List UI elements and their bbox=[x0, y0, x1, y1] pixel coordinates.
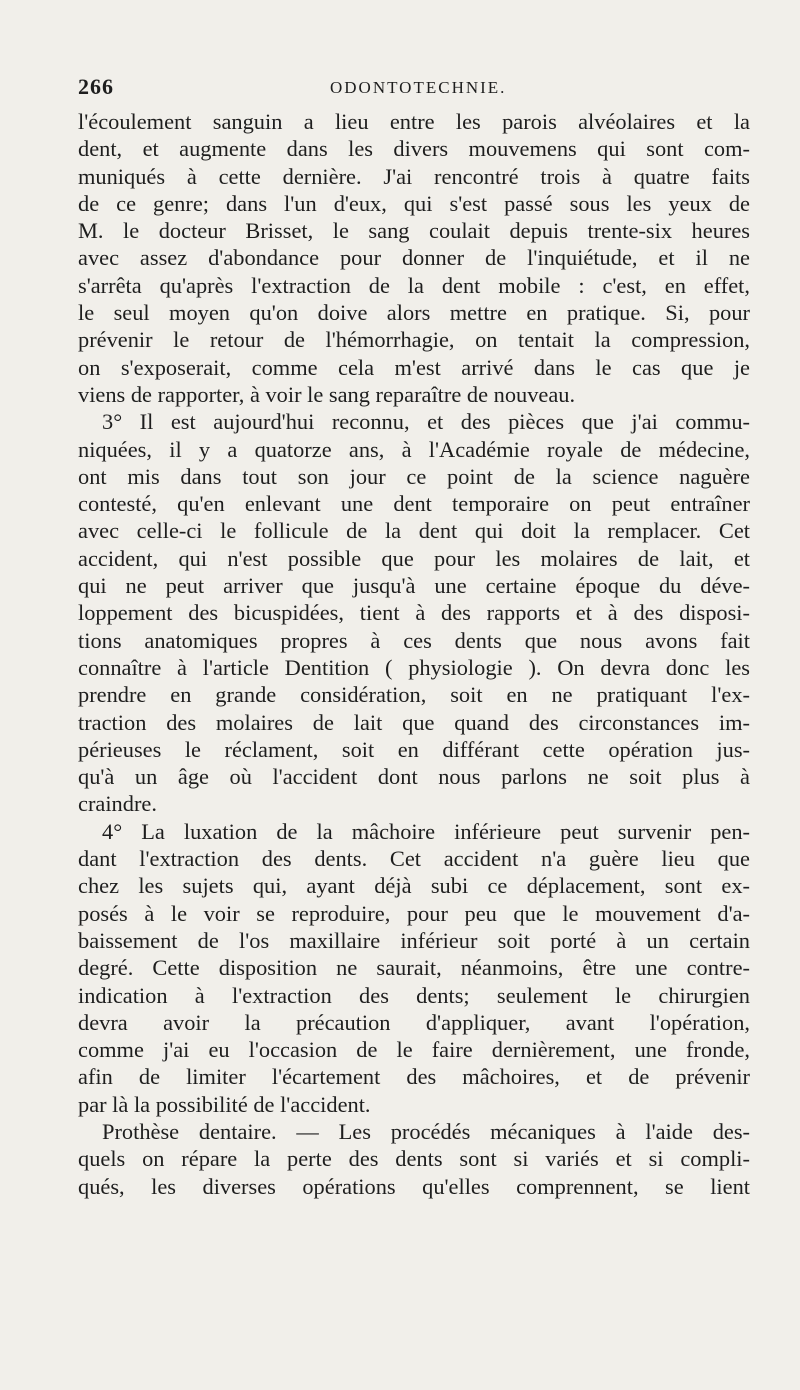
text-line: baissement de l'os maxillaire inférieur soit porté à un certain bbox=[78, 927, 750, 953]
running-title: ODONTOTECHNIE. bbox=[330, 78, 507, 97]
text-line: connaître à l'article Dentition ( physiologie ). On devra donc les bbox=[78, 654, 750, 680]
text-line: tions anatomiques propres à ces dents que nous avons fait bbox=[78, 627, 750, 653]
text-line: chez les sujets qui, ayant déjà subi ce déplacement, sont ex- bbox=[78, 873, 750, 899]
text-line: de ce genre; dans l'un d'eux, qui s'est passé sous les yeux de bbox=[78, 190, 750, 216]
text-line: 4° La luxation de la mâchoire inférieure peut survenir pen- bbox=[102, 818, 750, 844]
text-line: l'écoulement sanguin a lieu entre les parois alvéolaires et la bbox=[78, 109, 750, 134]
text-line: dant l'extraction des dents. Cet accident n'a guère lieu que bbox=[78, 846, 750, 872]
text-line: par là la possibilité de l'accident. bbox=[78, 1091, 371, 1117]
text-line: accident, qui n'est possible que pour les molaires de lait, et bbox=[78, 545, 750, 571]
text-line: avec assez d'abondance pour donner de l'inquiétude, et il ne bbox=[78, 245, 750, 271]
text-line: viens de rapporter, à voir le sang reparaître de nouveau. bbox=[78, 381, 576, 407]
body-text bbox=[78, 108, 750, 1200]
text-line: posés à le voir se reproduire, pour peu que le mouvement d'a- bbox=[78, 900, 750, 926]
text-line: comme j'ai eu l'occasion de le faire dernièrement, une fronde, bbox=[78, 1037, 750, 1063]
text-line: avec celle-ci le follicule de la dent qui doit la remplacer. Cet bbox=[78, 518, 750, 544]
text-line: qués, les diverses opérations qu'elles comprennent, se lient bbox=[78, 1173, 750, 1199]
text-line: prendre en grande considération, soit en ne pratiquant l'ex- bbox=[78, 682, 750, 708]
text-line: afin de limiter l'écartement des mâchoires, et de prévenir bbox=[78, 1064, 750, 1090]
text-line: devra avoir la précaution d'appliquer, avant l'opération, bbox=[78, 1009, 750, 1035]
text-line: s'arrêta qu'après l'extraction de la dent mobile : c'est, en effet, bbox=[78, 272, 750, 298]
text-line: niquées, il y a quatorze ans, à l'Académie royale de médecine, bbox=[78, 436, 750, 462]
text-line: muniqués à cette dernière. J'ai rencontré trois à quatre faits bbox=[78, 163, 750, 189]
text-line: qui ne peut arriver que jusqu'à une certaine époque du déve- bbox=[78, 573, 750, 599]
text-line: loppement des bicuspidées, tient à des rapports et à des disposi- bbox=[78, 600, 750, 626]
text-line: contesté, qu'en enlevant une dent temporaire on peut entraîner bbox=[78, 491, 750, 517]
text-line: qu'à un âge où l'accident dont nous parlons ne soit plus à bbox=[78, 764, 750, 790]
text-line: périeuses le réclament, soit en différant cette opération jus- bbox=[78, 736, 750, 762]
text-line: Prothèse dentaire. — Les procédés mécaniques à l'aide des- bbox=[102, 1118, 750, 1144]
text-line: le seul moyen qu'on doive alors mettre en pratique. Si, pour bbox=[78, 300, 750, 326]
text-line: prévenir le retour de l'hémorrhagie, on tentait la compression, bbox=[78, 327, 750, 353]
text-line: dent, et augmente dans les divers mouvemens qui sont com- bbox=[78, 136, 750, 162]
text-line: craindre. bbox=[78, 791, 157, 817]
text-line: on s'exposerait, comme cela m'est arrivé dans le cas que je bbox=[78, 354, 750, 380]
page-header bbox=[78, 74, 750, 104]
page-number: 266 bbox=[78, 74, 114, 99]
text-line: indication à l'extraction des dents; seulement le chirurgien bbox=[78, 982, 750, 1008]
text-line: ont mis dans tout son jour ce point de la science naguère bbox=[78, 463, 750, 489]
text-line: M. le docteur Brisset, le sang coulait depuis trente-six heures bbox=[78, 218, 750, 244]
text-line: degré. Cette disposition ne saurait, néanmoins, être une contre- bbox=[78, 955, 750, 981]
text-line: 3° Il est aujourd'hui reconnu, et des pièces que j'ai commu- bbox=[102, 409, 750, 435]
text-line: quels on répare la perte des dents sont si variés et si compli- bbox=[78, 1146, 750, 1172]
text-line: traction des molaires de lait que quand des circonstances im- bbox=[78, 709, 750, 735]
